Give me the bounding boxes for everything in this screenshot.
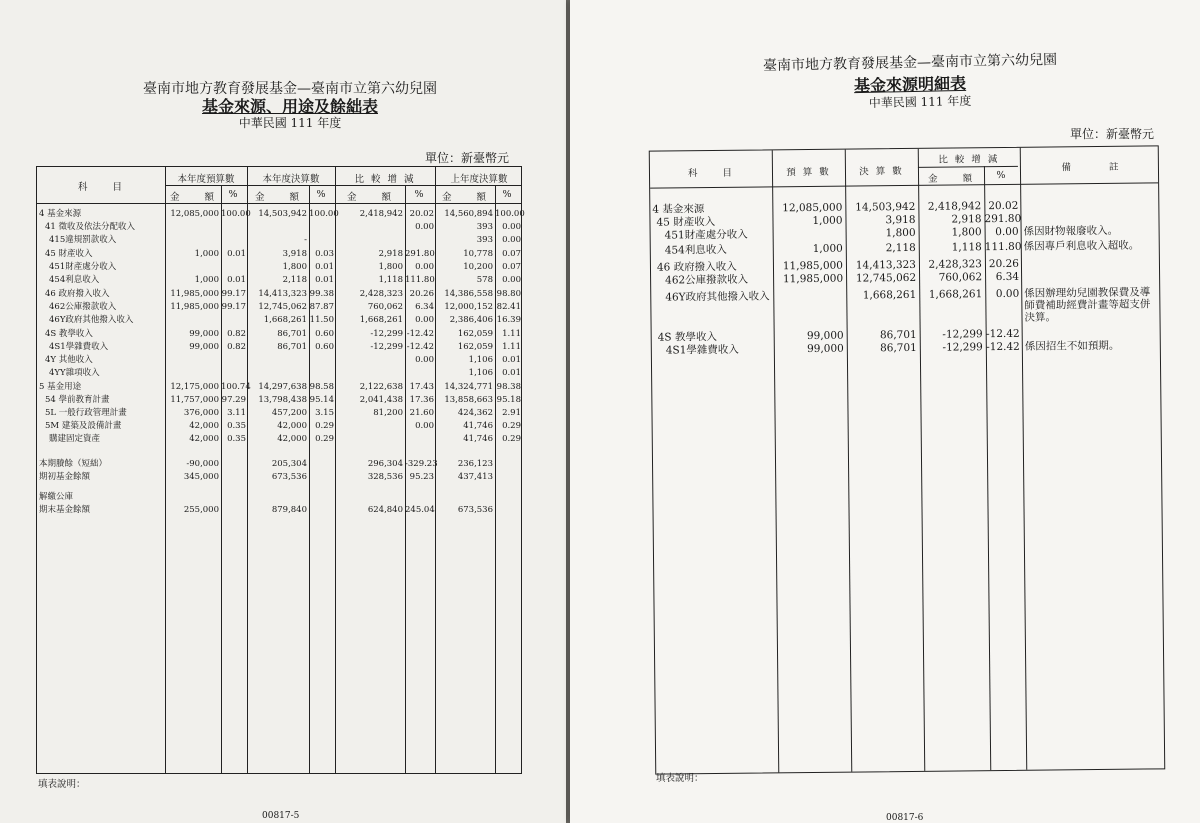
left-row-value: 0.01	[315, 275, 334, 285]
left-row-value: 99,000	[189, 329, 219, 339]
left-row-value: 236,123	[457, 459, 493, 469]
left-row-value: -12,299	[370, 329, 403, 339]
right-row-label: 462公庫撥款收入	[665, 273, 749, 287]
left-row-value: 296,304	[367, 459, 403, 469]
left-row-value: 0.01	[315, 262, 334, 272]
right-row-value: 0.00	[995, 225, 1019, 239]
left-row-label: 期初基金餘額	[39, 472, 91, 482]
left-row-value: 2,418,942	[359, 209, 403, 219]
right-document-page	[570, 0, 1200, 823]
right-row-label: 451財產處分收入	[664, 228, 748, 242]
left-row-value: 0.00	[502, 275, 521, 285]
left-row-value: 2,918	[378, 249, 403, 259]
left-row-value: 457,200	[271, 408, 307, 418]
left-row-value: 98.38	[496, 382, 521, 392]
right-row-value: 86,701	[880, 341, 917, 355]
right-row-remark: 係因招生不如預期。	[1024, 339, 1120, 353]
left-row-value: 345,000	[183, 472, 219, 482]
right-row-value: -12.42	[986, 340, 1020, 354]
right-row-value	[773, 290, 843, 291]
left-row-value: 0.07	[502, 249, 521, 259]
right-row-label: 45 財產收入	[656, 215, 716, 229]
left-row-value: -90,000	[186, 459, 219, 469]
left-row-label: 46Y政府其他撥入收入	[49, 315, 134, 325]
left-row-value: 393	[476, 222, 493, 232]
left-row-value: 0.00	[502, 222, 521, 232]
left-row-value: 100.00	[309, 209, 339, 219]
left-row-value: 16.39	[496, 315, 521, 325]
right-row-value: 1,668,261	[862, 288, 917, 302]
left-row-value: 100.00	[221, 209, 251, 219]
left-row-value: 12,175,000	[170, 382, 219, 392]
left-row-value: 0.29	[315, 421, 334, 431]
left-row-value: 1,000	[194, 249, 219, 259]
left-row-value: 111.80	[405, 275, 435, 285]
left-row-value: 10,200	[463, 262, 493, 272]
left-row-value: 162,059	[457, 329, 493, 339]
left-row-value: 1,000	[194, 275, 219, 285]
left-row-label: 4YY雜項收入	[49, 368, 100, 378]
left-document-page	[0, 0, 566, 823]
left-row-value: 14,503,942	[258, 209, 307, 219]
right-row-value: 14,503,942	[855, 200, 916, 214]
left-header-amount: 金 額	[346, 192, 393, 203]
right-row-value: 1,800	[885, 226, 916, 240]
right-row-value: 14,413,323	[855, 258, 917, 272]
left-header-amount: 金 額	[254, 192, 301, 203]
left-row-value: -329.23	[405, 459, 438, 469]
left-header-amount: 金 額	[169, 192, 216, 203]
right-row-value: 1,000	[812, 242, 843, 255]
left-header-subject: 科 目	[77, 182, 124, 193]
left-row-value: 255,000	[183, 505, 219, 515]
right-fiscal-year: 中華民國 111 年度	[868, 93, 972, 111]
left-row-value: 578	[476, 275, 493, 285]
left-row-value: 3,918	[282, 249, 307, 259]
right-footer-note: 填表說明：	[656, 773, 704, 784]
left-row-value: 10,778	[463, 249, 493, 259]
left-row-label: 5M 建築及設備計畫	[45, 421, 122, 431]
left-row-value: 14,386,558	[444, 289, 493, 299]
left-row-label: 41 徵收及依法分配收入	[45, 222, 136, 232]
right-row-value	[773, 228, 843, 229]
left-page-subtitle: 基金來源、用途及餘絀表	[201, 97, 378, 116]
left-row-value: 0.29	[315, 434, 334, 444]
left-row-value: 98.58	[309, 382, 334, 392]
right-row-value: 6.34	[995, 270, 1020, 284]
left-row-label: 4 基金來源	[39, 209, 82, 219]
left-page-number: 00817-5	[262, 811, 300, 821]
left-row-value: 86,701	[277, 329, 307, 339]
left-header-pct: %	[414, 189, 426, 200]
right-row-value: 86,701	[879, 328, 917, 342]
right-row-remark: 係因專戶利息收入超收。	[1023, 239, 1140, 253]
left-row-value: 13,798,438	[258, 395, 307, 405]
left-row-value: 11,985,000	[170, 302, 219, 312]
left-header-last: 上年度決算數	[450, 174, 508, 185]
left-row-value: 673,536	[271, 472, 307, 482]
right-row-label: 454利息收入	[664, 243, 727, 257]
right-row-label: 4S 教學收入	[657, 330, 717, 344]
right-page-subtitle: 基金來源明細表	[853, 73, 967, 96]
left-header-budget: 本年度預算數	[177, 174, 235, 185]
left-row-value: 21.60	[409, 408, 434, 418]
left-row-value: 328,536	[367, 472, 403, 482]
left-row-value: 81,200	[373, 408, 403, 418]
left-currency-unit: 單位：新臺幣元	[425, 151, 510, 165]
right-row-remark: 係因辦理幼兒園教保費及導師費補助經費計畫等超支併決算。	[1024, 286, 1151, 324]
left-row-value: 0.01	[502, 368, 521, 378]
left-row-value: 393	[476, 235, 493, 245]
left-row-value: 1,106	[468, 368, 493, 378]
left-row-value: 42,000	[189, 434, 219, 444]
left-row-value: 879,840	[271, 505, 307, 515]
left-row-value: 11,985,000	[170, 289, 219, 299]
left-header-compare: 比 較 增 減	[354, 174, 416, 185]
right-row-value: 2,118	[885, 241, 916, 255]
right-row-label: 4 基金來源	[652, 203, 705, 216]
left-row-value: 1,800	[282, 262, 307, 272]
left-row-label: 45 財產收入	[45, 249, 93, 259]
right-page-title: 臺南市地方教育發展基金—臺南市立第六幼兒園	[762, 51, 1058, 75]
left-row-value: 87.87	[309, 302, 334, 312]
left-row-value: 42,000	[277, 421, 307, 431]
left-header-pct: %	[228, 189, 240, 200]
left-row-value: 2,118	[282, 275, 307, 285]
left-row-label: 購建固定資產	[49, 434, 101, 444]
left-row-value: 673,536	[457, 505, 493, 515]
left-row-value: 12,745,062	[258, 302, 307, 312]
right-row-value: 20.02	[988, 199, 1019, 213]
left-row-value: 11,757,000	[170, 395, 219, 405]
right-row-value: 99,000	[807, 342, 844, 356]
left-row-label: 本期賸餘（短絀）	[39, 459, 108, 469]
left-header-actual: 本年度決算數	[262, 174, 320, 185]
left-row-value: -12.42	[406, 329, 434, 339]
left-row-value: 0.00	[415, 315, 434, 325]
left-row-value: 0.00	[502, 235, 521, 245]
right-row-value: 99,000	[806, 329, 844, 343]
left-row-value: 1.11	[502, 342, 521, 352]
left-row-label: 454利息收入	[49, 275, 100, 285]
right-row-value: 11,985,000	[782, 272, 844, 286]
left-header-amount: 金 額	[441, 192, 488, 203]
left-row-label: 451財產處分收入	[49, 262, 117, 272]
left-row-value: 12,085,000	[170, 209, 219, 219]
left-row-label: 4S 教學收入	[45, 329, 93, 339]
left-row-value: 13,858,663	[444, 395, 493, 405]
left-row-value: 42,000	[277, 434, 307, 444]
left-row-value: 0.60	[315, 342, 334, 352]
right-row-value: 11,985,000	[782, 259, 844, 273]
right-currency-unit: 單位：新臺幣元	[1070, 127, 1155, 141]
left-row-value: 20.02	[409, 209, 434, 219]
left-row-label: 415違規罰款收入	[49, 235, 117, 245]
left-row-value: 2,122,638	[359, 382, 403, 392]
left-row-value: 14,560,894	[444, 209, 493, 219]
left-row-value: 1,106	[468, 355, 493, 365]
right-row-value: 1,668,261	[928, 288, 983, 301]
left-row-value: 20.26	[409, 289, 434, 299]
right-row-label: 4S1學雜費收入	[665, 343, 739, 357]
right-header-amount: 金 額	[927, 173, 975, 185]
left-row-value: 41,746	[463, 421, 493, 431]
left-row-value: 86,701	[277, 342, 307, 352]
right-row-value: 291.80	[984, 212, 1022, 226]
left-row-label: 解繳公庫	[39, 492, 74, 502]
left-row-value: -12,299	[370, 342, 403, 352]
right-header-remark: 備 註	[1061, 161, 1119, 174]
left-row-value: -12.42	[406, 342, 434, 352]
left-row-value: 291.80	[405, 249, 435, 259]
left-row-value: 14,324,771	[444, 382, 493, 392]
left-row-value: 17.36	[409, 395, 434, 405]
left-row-value: 1,800	[378, 262, 403, 272]
left-row-value: 0.00	[415, 421, 434, 431]
left-row-label: 4S1學雜費收入	[49, 342, 109, 352]
right-row-value: 1,800	[951, 226, 982, 239]
left-row-value: 2,041,438	[359, 395, 403, 405]
left-row-value: 99.17	[221, 302, 246, 312]
right-row-value: -12,299	[942, 341, 983, 354]
left-row-value: 0.01	[502, 355, 521, 365]
left-row-value: 0.82	[227, 342, 246, 352]
left-row-value: 437,413	[457, 472, 493, 482]
right-row-value: 1,118	[951, 241, 982, 254]
left-row-value: 162,059	[457, 342, 493, 352]
left-row-value: 99.17	[221, 289, 246, 299]
left-row-value: 0.35	[227, 421, 246, 431]
right-header-compare: 比 較 增 減	[938, 154, 1000, 166]
left-row-value: 624,840	[367, 505, 403, 515]
left-row-value: 1,118	[378, 275, 403, 285]
right-header-subject: 科 目	[687, 167, 735, 180]
right-header-actual: 決 算 數	[859, 166, 904, 178]
left-row-value: 0.01	[227, 275, 246, 285]
left-row-value: 17.43	[409, 382, 434, 392]
left-header-pct: %	[316, 189, 328, 200]
right-row-value: 2,418,942	[927, 200, 982, 213]
right-row-value: 12,085,000	[782, 201, 843, 215]
left-row-value: 0.00	[415, 222, 434, 232]
left-row-value: 95.14	[309, 395, 334, 405]
right-row-value: -12.42	[986, 327, 1020, 341]
right-page-number: 00817-6	[886, 813, 924, 823]
right-row-value: 3,918	[885, 213, 916, 227]
right-row-value: -12,299	[942, 328, 983, 341]
left-row-value: 205,304	[271, 459, 307, 469]
left-row-value: 97.29	[221, 395, 246, 405]
left-row-value: 0.00	[415, 355, 434, 365]
right-detail-table	[649, 145, 1166, 774]
left-row-value: 3.15	[315, 408, 334, 418]
left-row-value: 98.80	[496, 289, 521, 299]
left-row-value: 0.35	[227, 434, 246, 444]
left-fiscal-year: 中華民國 111 年度	[238, 116, 342, 130]
left-row-value: 1,668,261	[263, 315, 307, 325]
left-row-label: 5 基金用途	[39, 382, 82, 392]
left-row-value: 95.23	[409, 472, 434, 482]
left-row-value: 0.01	[227, 249, 246, 259]
right-row-label: 46 政府撥入收入	[656, 260, 737, 274]
left-row-value: 0.82	[227, 329, 246, 339]
left-row-label: 期末基金餘額	[39, 505, 91, 515]
left-row-value: 95.18	[496, 395, 521, 405]
right-row-value: 12,745,062	[855, 271, 917, 285]
left-row-value: 0.29	[502, 434, 521, 444]
left-row-value: 99,000	[189, 342, 219, 352]
left-footer-note: 填表說明：	[38, 779, 86, 790]
left-row-value: 11.50	[309, 315, 334, 325]
left-row-label: 54 學前教育計畫	[45, 395, 110, 405]
left-row-value: 0.03	[315, 249, 334, 259]
left-row-value: 0.07	[502, 262, 521, 272]
left-row-value: 1.11	[502, 329, 521, 339]
left-row-value: 424,362	[457, 408, 493, 418]
right-row-remark: 係因財物報廢收入。	[1023, 224, 1119, 238]
left-row-value: 0.29	[502, 421, 521, 431]
left-row-value: 2,428,323	[359, 289, 403, 299]
left-row-value: 100.74	[221, 382, 251, 392]
left-row-value: 1,668,261	[359, 315, 403, 325]
left-row-value: 0.60	[315, 329, 334, 339]
left-row-value: -	[304, 235, 307, 245]
right-header-budget: 預 算 數	[786, 166, 831, 179]
right-row-value: 111.80	[984, 240, 1022, 254]
left-row-value: 42,000	[189, 421, 219, 431]
left-row-label: 4Y 其他收入	[45, 355, 93, 365]
left-row-value: 12,000,152	[444, 302, 493, 312]
right-row-value: 0.00	[995, 287, 1020, 301]
left-row-value: 2.91	[502, 408, 521, 418]
right-row-value: 2,428,323	[928, 258, 983, 271]
left-row-value: 14,413,323	[258, 289, 307, 299]
left-row-value: 2,386,406	[449, 315, 493, 325]
left-row-value: 100.00	[495, 209, 525, 219]
left-row-label: 462公庫撥款收入	[49, 302, 117, 312]
left-row-value: 760,062	[367, 302, 403, 312]
left-row-label: 46 政府撥入收入	[45, 289, 110, 299]
left-row-value: 14,297,638	[258, 382, 307, 392]
right-header-pct: %	[996, 169, 1008, 182]
left-row-value: 41,746	[463, 434, 493, 444]
right-row-value: 20.26	[988, 257, 1020, 271]
left-page-title: 臺南市地方教育發展基金—臺南市立第六幼兒園	[143, 81, 437, 97]
left-row-value: 99.38	[309, 289, 334, 299]
right-row-value: 2,918	[951, 213, 982, 226]
left-row-value: 3.11	[227, 408, 246, 418]
left-row-value: 376,000	[183, 408, 219, 418]
left-row-value: 245.04	[405, 505, 435, 515]
right-row-value: 760,062	[938, 271, 983, 284]
left-fund-table	[36, 166, 525, 774]
left-row-value: 0.00	[415, 262, 434, 272]
left-row-label: 5L 一般行政管理計畫	[45, 408, 127, 418]
left-header-pct: %	[502, 189, 514, 200]
left-row-value: 82.41	[496, 302, 521, 312]
left-row-value: 6.34	[415, 302, 434, 312]
right-row-label: 46Y政府其他撥入收入	[665, 290, 770, 304]
right-row-value: 1,000	[812, 214, 843, 227]
